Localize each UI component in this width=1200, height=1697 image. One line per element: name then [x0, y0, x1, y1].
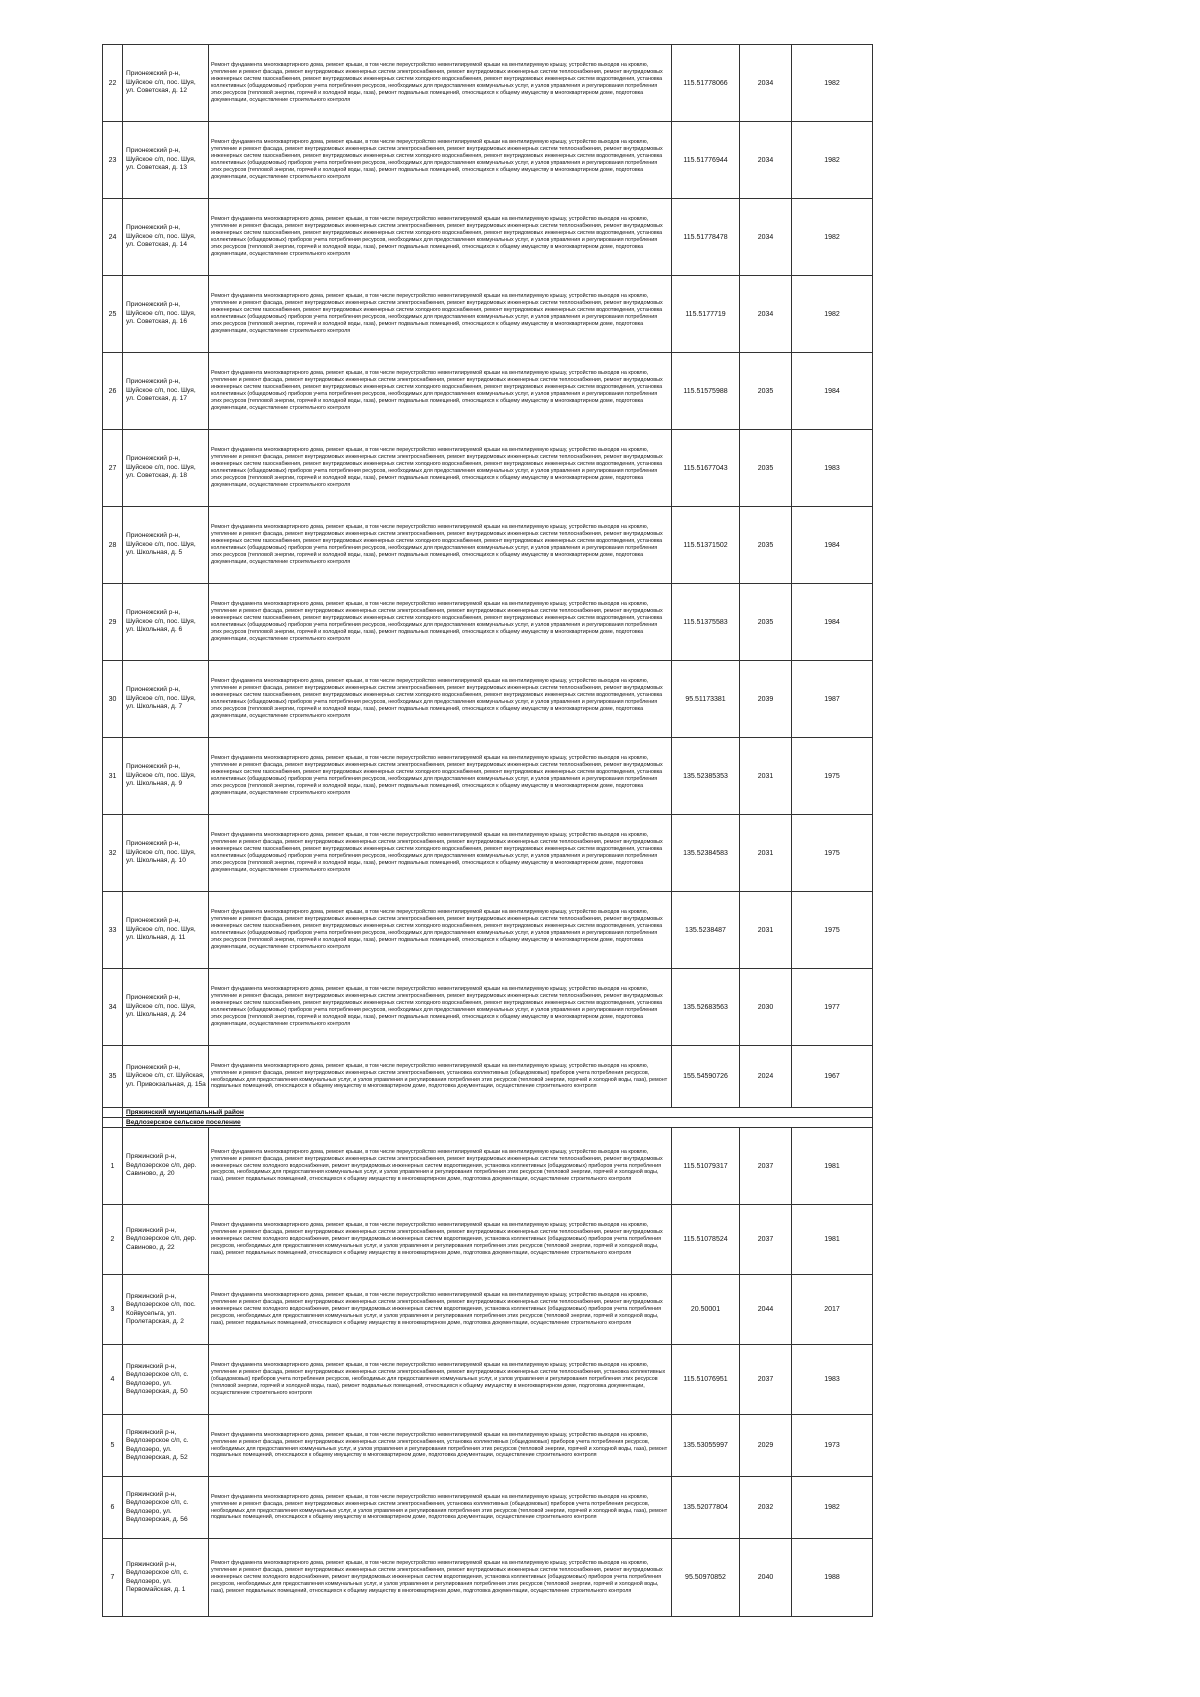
table-row: [103, 1415, 873, 1477]
construction-year: 1988: [792, 1539, 873, 1617]
construction-year: 1984: [792, 584, 873, 661]
repair-works: Ремонт фундамента многоквартирного дома, ремонт крыши, в том числе переустройство невентилируемой крыши на вентилируемую крышу, устройство выходов на кровлю, утепление и ремонт фасада, ремонт внутридомовых инженерных систем электроснабжения, установка коллективных (общедомовых) приборов учета потребления ресурсов, необходимых для предоставления коммунальных услуг, и узлов управления и регулирования потребления этих ресурсов (тепловой энергии, горячей и холодной воды, газа), ремонт подвальных помещений, относящихся к общему имуществу в многоквартирном доме, подготовка документации, осуществление строительного контроля: [209, 1477, 672, 1539]
house-address: Прионежский р-н, Шуйское с/п, пос. Шуя, ул. Школьная, д. 9: [123, 738, 209, 815]
construction-year: 1982: [792, 276, 873, 353]
repair-works: Ремонт фундамента многоквартирного дома, ремонт крыши, в том числе переустройство невентилируемой крыши на вентилируемую крышу, устройство выходов на кровлю, утепление и ремонт фасада, ремонт внутридомовых инженерных систем электроснабжения, ремонт внутридомовых инженерных систем теплоснабжения, ремонт внутридомовых инженерных систем холодного водоснабжения, ремонт внутридомовых инженерных систем водоотведения, установка коллективных (общедомовых) приборов учета потребления ресурсов, необходимых для предоставления коммунальных услуг, и узлов управления и регулирования потребления этих ресурсов (тепловой энергии, горячей и холодной воды, газа), ремонт подвальных помещений, относящихся к общему имуществу в многоквартирном доме, подготовка документации, осуществление строительного контроля: [209, 1128, 672, 1205]
table-row: [103, 892, 873, 969]
planned-year: 2037: [740, 1128, 792, 1205]
house-address: Прионежский р-н, Шуйское с/п, пос. Шуя, ул. Советская, д. 13: [123, 122, 209, 199]
construction-year: 2017: [792, 1275, 873, 1345]
repair-cost: 115.51078524: [672, 1205, 740, 1275]
repair-works: Ремонт фундамента многоквартирного дома, ремонт крыши, в том числе переустройство невентилируемой крыши на вентилируемую крышу, устройство выходов на кровлю, утепление и ремонт фасада, ремонт внутридомовых инженерных систем электроснабжения, ремонт внутридомовых инженерных систем теплоснабжения, ремонт внутридомовых инженерных систем газоснабжения, ремонт внутридомовых инженерных систем холодного водоснабжения, ремонт внутридомовых инженерных систем водоотведения, установка коллективных (общедомовых) приборов учета потребления ресурсов, необходимых для предоставления коммунальных услуг, и узлов управления и регулирования потребления этих ресурсов (тепловой энергии, горячей и холодной воды, газа), ремонт подвальных помещений, относящихся к общему имуществу в многоквартирном доме, подготовка документации, осуществление строительного контроля: [209, 122, 672, 199]
house-address: Прионежский р-н, Шуйское с/п, пос. Шуя, ул. Школьная, д. 10: [123, 815, 209, 892]
construction-year: 1975: [792, 892, 873, 969]
row-number: 28: [103, 507, 123, 584]
house-address: Прионежский р-н, Шуйское с/п, пос. Шуя, ул. Школьная, д. 7: [123, 661, 209, 738]
repair-cost: 115.51375583: [672, 584, 740, 661]
planned-year: 2035: [740, 353, 792, 430]
construction-year: 1967: [792, 1046, 873, 1108]
repair-works: Ремонт фундамента многоквартирного дома, ремонт крыши, в том числе переустройство невентилируемой крыши на вентилируемую крышу, устройство выходов на кровлю, утепление и ремонт фасада, ремонт внутридомовых инженерных систем электроснабжения, ремонт внутридомовых инженерных систем теплоснабжения, ремонт внутридомовых инженерных систем газоснабжения, ремонт внутридомовых инженерных систем холодного водоснабжения, ремонт внутридомовых инженерных систем водоотведения, установка коллективных (общедомовых) приборов учета потребления ресурсов, необходимых для предоставления коммунальных услуг, и узлов управления и регулирования потребления этих ресурсов (тепловой энергии, горячей и холодной воды, газа), ремонт подвальных помещений, относящихся к общему имуществу в многоквартирном доме, подготовка документации, осуществление строительного контроля: [209, 507, 672, 584]
house-address: Прионежский р-н, Шуйское с/п, пос. Шуя, ул. Школьная, д. 6: [123, 584, 209, 661]
house-address: Прионежский р-н, Шуйское с/п, пос. Шуя, ул. Советская, д. 18: [123, 430, 209, 507]
planned-year: 2031: [740, 738, 792, 815]
table-row: [103, 1128, 873, 1205]
row-number: 5: [103, 1415, 123, 1477]
repair-works: Ремонт фундамента многоквартирного дома, ремонт крыши, в том числе переустройство невентилируемой крыши на вентилируемую крышу, устройство выходов на кровлю, утепление и ремонт фасада, ремонт внутридомовых инженерных систем электроснабжения, ремонт внутридомовых инженерных систем теплоснабжения, ремонт внутридомовых инженерных систем газоснабжения, ремонт внутридомовых инженерных систем холодного водоснабжения, ремонт внутридомовых инженерных систем водоотведения, установка коллективных (общедомовых) приборов учета потребления ресурсов, необходимых для предоставления коммунальных услуг, и узлов управления и регулирования потребления этих ресурсов (тепловой энергии, горячей и холодной воды, газа), ремонт подвальных помещений, относящихся к общему имуществу в многоквартирном доме, подготовка документации, осуществление строительного контроля: [209, 276, 672, 353]
section-header-label: Пряжинский муниципальный район: [123, 1108, 873, 1118]
repair-cost: 135.52683563: [672, 969, 740, 1046]
table-row: [103, 430, 873, 507]
planned-year: 2040: [740, 1539, 792, 1617]
construction-year: 1975: [792, 738, 873, 815]
repair-works: Ремонт фундамента многоквартирного дома, ремонт крыши, в том числе переустройство невентилируемой крыши на вентилируемую крышу, устройство выходов на кровлю, утепление и ремонт фасада, ремонт внутридомовых инженерных систем электроснабжения, установка коллективных (общедомовых) приборов учета потребления ресурсов, необходимых для предоставления коммунальных услуг, и узлов управления и регулирования потребления этих ресурсов (тепловой энергии, горячей и холодной воды, газа), ремонт подвальных помещений, относящихся к общему имуществу в многоквартирном доме, подготовка документации, осуществление строительного контроля: [209, 1046, 672, 1108]
house-address: Прионежский р-н, Шуйское с/п, пос. Шуя, ул. Школьная, д. 5: [123, 507, 209, 584]
construction-year: 1981: [792, 1205, 873, 1275]
repair-works: Ремонт фундамента многоквартирного дома, ремонт крыши, в том числе переустройство невентилируемой крыши на вентилируемую крышу, устройство выходов на кровлю, утепление и ремонт фасада, ремонт внутридомовых инженерных систем электроснабжения, ремонт внутридомовых инженерных систем теплоснабжения, ремонт внутридомовых инженерных систем холодного водоснабжения, ремонт внутридомовых инженерных систем водоотведения, установка коллективных (общедомовых) приборов учета потребления ресурсов, необходимых для предоставления коммунальных услуг, и узлов управления и регулирования потребления этих ресурсов (тепловой энергии, горячей и холодной воды, газа), ремонт подвальных помещений, относящихся к общему имуществу в многоквартирном доме, подготовка документации, осуществление строительного контроля: [209, 1275, 672, 1345]
table-row: [103, 661, 873, 738]
repair-cost: 115.51677043: [672, 430, 740, 507]
row-number: 4: [103, 1345, 123, 1415]
planned-year: 2035: [740, 507, 792, 584]
row-number: 26: [103, 353, 123, 430]
capital-repair-table: [102, 44, 873, 1617]
repair-works: Ремонт фундамента многоквартирного дома, ремонт крыши, в том числе переустройство невентилируемой крыши на вентилируемую крышу, устройство выходов на кровлю, утепление и ремонт фасада, ремонт внутридомовых инженерных систем электроснабжения, ремонт внутридомовых инженерных систем теплоснабжения, ремонт внутридомовых инженерных систем газоснабжения, ремонт внутридомовых инженерных систем холодного водоснабжения, ремонт внутридомовых инженерных систем водоотведения, установка коллективных (общедомовых) приборов учета потребления ресурсов, необходимых для предоставления коммунальных услуг, и узлов управления и регулирования потребления этих ресурсов (тепловой энергии, горячей и холодной воды, газа), ремонт подвальных помещений, относящихся к общему имуществу в многоквартирном доме, подготовка документации, осуществление строительного контроля: [209, 738, 672, 815]
table-row: [103, 969, 873, 1046]
house-address: Пряжинский р-н, Ведлозерское с/п, с. Ведлозеро, ул. Ведлозерская, д. 50: [123, 1345, 209, 1415]
row-number: 7: [103, 1539, 123, 1617]
table-row: [103, 507, 873, 584]
construction-year: 1983: [792, 430, 873, 507]
repair-works: Ремонт фундамента многоквартирного дома, ремонт крыши, в том числе переустройство невентилируемой крыши на вентилируемую крышу, устройство выходов на кровлю, утепление и ремонт фасада, ремонт внутридомовых инженерных систем электроснабжения, установка коллективных (общедомовых) приборов учета потребления ресурсов, необходимых для предоставления коммунальных услуг, и узлов управления и регулирования потребления этих ресурсов (тепловой энергии, горячей и холодной воды, газа), ремонт подвальных помещений, относящихся к общему имуществу в многоквартирном доме, подготовка документации, осуществление строительного контроля: [209, 1415, 672, 1477]
planned-year: 2037: [740, 1345, 792, 1415]
construction-year: 1983: [792, 1345, 873, 1415]
repair-works: Ремонт фундамента многоквартирного дома, ремонт крыши, в том числе переустройство невентилируемой крыши на вентилируемую крышу, устройство выходов на кровлю, утепление и ремонт фасада, ремонт внутридомовых инженерных систем электроснабжения, ремонт внутридомовых инженерных систем теплоснабжения, ремонт внутридомовых инженерных систем холодного водоснабжения, ремонт внутридомовых инженерных систем водоотведения, установка коллективных (общедомовых) приборов учета потребления ресурсов, необходимых для предоставления коммунальных услуг, и узлов управления и регулирования потребления этих ресурсов (тепловой энергии, горячей и холодной воды, газа), ремонт подвальных помещений, относящихся к общему имуществу в многоквартирном доме, подготовка документации, осуществление строительного контроля: [209, 1539, 672, 1617]
repair-cost: 95.51173381: [672, 661, 740, 738]
planned-year: 2037: [740, 1205, 792, 1275]
repair-cost: 135.52384583: [672, 815, 740, 892]
repair-works: Ремонт фундамента многоквартирного дома, ремонт крыши, в том числе переустройство невентилируемой крыши на вентилируемую крышу, устройство выходов на кровлю, утепление и ремонт фасада, ремонт внутридомовых инженерных систем электроснабжения, ремонт внутридомовых инженерных систем теплоснабжения, ремонт внутридомовых инженерных систем газоснабжения, ремонт внутридомовых инженерных систем холодного водоснабжения, ремонт внутридомовых инженерных систем водоотведения, установка коллективных (общедомовых) приборов учета потребления ресурсов, необходимых для предоставления коммунальных услуг, и узлов управления и регулирования потребления этих ресурсов (тепловой энергии, горячей и холодной воды, газа), ремонт подвальных помещений, относящихся к общему имуществу в многоквартирном доме, подготовка документации, осуществление строительного контроля: [209, 892, 672, 969]
repair-cost: 20.50001: [672, 1275, 740, 1345]
repair-works: Ремонт фундамента многоквартирного дома, ремонт крыши, в том числе переустройство невентилируемой крыши на вентилируемую крышу, устройство выходов на кровлю, утепление и ремонт фасада, ремонт внутридомовых инженерных систем электроснабжения, ремонт внутридомовых инженерных систем теплоснабжения, ремонт внутридомовых инженерных систем холодного водоснабжения, ремонт внутридомовых инженерных систем водоотведения, установка коллективных (общедомовых) приборов учета потребления ресурсов, необходимых для предоставления коммунальных услуг, и узлов управления и регулирования потребления этих ресурсов (тепловой энергии, горячей и холодной воды, газа), ремонт подвальных помещений, относящихся к общему имуществу в многоквартирном доме, подготовка документации, осуществление строительного контроля: [209, 1205, 672, 1275]
row-number: 24: [103, 199, 123, 276]
repair-works: Ремонт фундамента многоквартирного дома, ремонт крыши, в том числе переустройство невентилируемой крыши на вентилируемую крышу, устройство выходов на кровлю, утепление и ремонт фасада, ремонт внутридомовых инженерных систем электроснабжения, ремонт внутридомовых инженерных систем теплоснабжения, ремонт внутридомовых инженерных систем газоснабжения, ремонт внутридомовых инженерных систем холодного водоснабжения, ремонт внутридомовых инженерных систем водоотведения, установка коллективных (общедомовых) приборов учета потребления ресурсов, необходимых для предоставления коммунальных услуг, и узлов управления и регулирования потребления этих ресурсов (тепловой энергии, горячей и холодной воды, газа), ремонт подвальных помещений, относящихся к общему имуществу в многоквартирном доме, подготовка документации, осуществление строительного контроля: [209, 815, 672, 892]
repair-works: Ремонт фундамента многоквартирного дома, ремонт крыши, в том числе переустройство невентилируемой крыши на вентилируемую крышу, устройство выходов на кровлю, утепление и ремонт фасада, ремонт внутридомовых инженерных систем электроснабжения, ремонт внутридомовых инженерных систем теплоснабжения, ремонт внутридомовых инженерных систем газоснабжения, ремонт внутридомовых инженерных систем холодного водоснабжения, ремонт внутридомовых инженерных систем водоотведения, установка коллективных (общедомовых) приборов учета потребления ресурсов, необходимых для предоставления коммунальных услуг, и узлов управления и регулирования потребления этих ресурсов (тепловой энергии, горячей и холодной воды, газа), ремонт подвальных помещений, относящихся к общему имуществу в многоквартирном доме, подготовка документации, осуществление строительного контроля: [209, 199, 672, 276]
planned-year: 2029: [740, 1415, 792, 1477]
row-number: 3: [103, 1275, 123, 1345]
repair-cost: 115.51776944: [672, 122, 740, 199]
table-row: [103, 276, 873, 353]
table-row: [103, 584, 873, 661]
construction-year: 1987: [792, 661, 873, 738]
row-number: 33: [103, 892, 123, 969]
table-row: [103, 1046, 873, 1108]
planned-year: 2030: [740, 969, 792, 1046]
section-header-spacer: [103, 1118, 123, 1128]
table-row: [103, 1275, 873, 1345]
section-header-row: [103, 1118, 873, 1128]
construction-year: 1984: [792, 353, 873, 430]
row-number: 1: [103, 1128, 123, 1205]
row-number: 6: [103, 1477, 123, 1539]
table-body: [103, 45, 873, 1617]
table-row: [103, 353, 873, 430]
planned-year: 2031: [740, 815, 792, 892]
repair-cost: 115.51371502: [672, 507, 740, 584]
repair-cost: 95.50970852: [672, 1539, 740, 1617]
planned-year: 2035: [740, 584, 792, 661]
house-address: Прионежский р-н, Шуйское с/п, пос. Шуя, ул. Школьная, д. 11: [123, 892, 209, 969]
row-number: 2: [103, 1205, 123, 1275]
repair-cost: 135.52385353: [672, 738, 740, 815]
planned-year: 2044: [740, 1275, 792, 1345]
row-number: 30: [103, 661, 123, 738]
planned-year: 2034: [740, 199, 792, 276]
table-row: [103, 199, 873, 276]
row-number: 29: [103, 584, 123, 661]
house-address: Пряжинский р-н, Ведлозерское с/п, с. Ведлозеро, ул. Ведлозерская, д. 56: [123, 1477, 209, 1539]
table-row: [103, 815, 873, 892]
house-address: Прионежский р-н, Шуйское с/п, пос. Шуя, ул. Советская, д. 16: [123, 276, 209, 353]
planned-year: 2034: [740, 45, 792, 122]
repair-works: Ремонт фундамента многоквартирного дома, ремонт крыши, в том числе переустройство невентилируемой крыши на вентилируемую крышу, устройство выходов на кровлю, утепление и ремонт фасада, ремонт внутридомовых инженерных систем электроснабжения, ремонт внутридомовых инженерных систем теплоснабжения, ремонт внутридомовых инженерных систем газоснабжения, ремонт внутридомовых инженерных систем холодного водоснабжения, ремонт внутридомовых инженерных систем водоотведения, установка коллективных (общедомовых) приборов учета потребления ресурсов, необходимых для предоставления коммунальных услуг, и узлов управления и регулирования потребления этих ресурсов (тепловой энергии, горячей и холодной воды, газа), ремонт подвальных помещений, относящихся к общему имуществу в многоквартирном доме, подготовка документации, осуществление строительного контроля: [209, 430, 672, 507]
row-number: 34: [103, 969, 123, 1046]
house-address: Прионежский р-н, Шуйское с/п, пос. Шуя, ул. Советская, д. 17: [123, 353, 209, 430]
row-number: 35: [103, 1046, 123, 1108]
house-address: Прионежский р-н, Шуйское с/п, пос. Шуя, ул. Советская, д. 14: [123, 199, 209, 276]
row-number: 23: [103, 122, 123, 199]
row-number: 27: [103, 430, 123, 507]
construction-year: 1984: [792, 507, 873, 584]
repair-works: Ремонт фундамента многоквартирного дома, ремонт крыши, в том числе переустройство невентилируемой крыши на вентилируемую крышу, устройство выходов на кровлю, утепление и ремонт фасада, ремонт внутридомовых инженерных систем электроснабжения, ремонт внутридомовых инженерных систем теплоснабжения, установка коллективных (общедомовых) приборов учета потребления ресурсов, необходимых для предоставления коммунальных услуг, и узлов управления и регулирования потребления этих ресурсов (тепловой энергии, горячей и холодной воды, газа), ремонт подвальных помещений, относящихся к общему имуществу в многоквартирном доме, подготовка документации, осуществление строительного контроля: [209, 1345, 672, 1415]
construction-year: 1981: [792, 1128, 873, 1205]
construction-year: 1982: [792, 199, 873, 276]
repair-cost: 115.51076951: [672, 1345, 740, 1415]
table-row: [103, 45, 873, 122]
planned-year: 2024: [740, 1046, 792, 1108]
house-address: Пряжинский р-н, Ведлозерское с/п, дер. Савиново, д. 22: [123, 1205, 209, 1275]
section-header-label: Ведлозерское сельское поселение: [123, 1118, 873, 1128]
house-address: Прионежский р-н, Шуйское с/п, пос. Шуя, ул. Советская, д. 12: [123, 45, 209, 122]
repair-works: Ремонт фундамента многоквартирного дома, ремонт крыши, в том числе переустройство невентилируемой крыши на вентилируемую крышу, устройство выходов на кровлю, утепление и ремонт фасада, ремонт внутридомовых инженерных систем электроснабжения, ремонт внутридомовых инженерных систем теплоснабжения, ремонт внутридомовых инженерных систем газоснабжения, ремонт внутридомовых инженерных систем холодного водоснабжения, ремонт внутридомовых инженерных систем водоотведения, установка коллективных (общедомовых) приборов учета потребления ресурсов, необходимых для предоставления коммунальных услуг, и узлов управления и регулирования потребления этих ресурсов (тепловой энергии, горячей и холодной воды, газа), ремонт подвальных помещений, относящихся к общему имуществу в многоквартирном доме, подготовка документации, осуществление строительного контроля: [209, 353, 672, 430]
repair-cost: 115.51575988: [672, 353, 740, 430]
house-address: Пряжинский р-н, Ведлозерское с/п, с. Ведлозеро, ул. Первомайская, д. 1: [123, 1539, 209, 1617]
construction-year: 1982: [792, 1477, 873, 1539]
table-row: [103, 738, 873, 815]
repair-works: Ремонт фундамента многоквартирного дома, ремонт крыши, в том числе переустройство невентилируемой крыши на вентилируемую крышу, устройство выходов на кровлю, утепление и ремонт фасада, ремонт внутридомовых инженерных систем электроснабжения, ремонт внутридомовых инженерных систем теплоснабжения, ремонт внутридомовых инженерных систем газоснабжения, ремонт внутридомовых инженерных систем холодного водоснабжения, ремонт внутридомовых инженерных систем водоотведения, установка коллективных (общедомовых) приборов учета потребления ресурсов, необходимых для предоставления коммунальных услуг, и узлов управления и регулирования потребления этих ресурсов (тепловой энергии, горячей и холодной воды, газа), ремонт подвальных помещений, относящихся к общему имуществу в многоквартирном доме, подготовка документации, осуществление строительного контроля: [209, 584, 672, 661]
construction-year: 1982: [792, 45, 873, 122]
section-header-spacer: [103, 1108, 123, 1118]
house-address: Пряжинский р-н, Ведлозерское с/п, дер. Савиново, д. 20: [123, 1128, 209, 1205]
repair-works: Ремонт фундамента многоквартирного дома, ремонт крыши, в том числе переустройство невентилируемой крыши на вентилируемую крышу, устройство выходов на кровлю, утепление и ремонт фасада, ремонт внутридомовых инженерных систем электроснабжения, ремонт внутридомовых инженерных систем теплоснабжения, ремонт внутридомовых инженерных систем газоснабжения, ремонт внутридомовых инженерных систем холодного водоснабжения, ремонт внутридомовых инженерных систем водоотведения, установка коллективных (общедомовых) приборов учета потребления ресурсов, необходимых для предоставления коммунальных услуг, и узлов управления и регулирования потребления этих ресурсов (тепловой энергии, горячей и холодной воды, газа), ремонт подвальных помещений, относящихся к общему имуществу в многоквартирном доме, подготовка документации, осуществление строительного контроля: [209, 661, 672, 738]
repair-cost: 115.51778066: [672, 45, 740, 122]
row-number: 22: [103, 45, 123, 122]
repair-cost: 115.51778478: [672, 199, 740, 276]
construction-year: 1975: [792, 815, 873, 892]
construction-year: 1977: [792, 969, 873, 1046]
planned-year: 2031: [740, 892, 792, 969]
repair-cost: 115.5177719: [672, 276, 740, 353]
repair-cost: 135.52077804: [672, 1477, 740, 1539]
house-address: Пряжинский р-н, Ведлозерское с/п, пос. Койвусельга, ул. Пролетарская, д. 2: [123, 1275, 209, 1345]
row-number: 25: [103, 276, 123, 353]
table-row: [103, 1539, 873, 1617]
construction-year: 1982: [792, 122, 873, 199]
row-number: 31: [103, 738, 123, 815]
table-row: [103, 122, 873, 199]
repair-works: Ремонт фундамента многоквартирного дома, ремонт крыши, в том числе переустройство невентилируемой крыши на вентилируемую крышу, устройство выходов на кровлю, утепление и ремонт фасада, ремонт внутридомовых инженерных систем электроснабжения, ремонт внутридомовых инженерных систем теплоснабжения, ремонт внутридомовых инженерных систем газоснабжения, ремонт внутридомовых инженерных систем холодного водоснабжения, ремонт внутридомовых инженерных систем водоотведения, установка коллективных (общедомовых) приборов учета потребления ресурсов, необходимых для предоставления коммунальных услуг, и узлов управления и регулирования потребления этих ресурсов (тепловой энергии, горячей и холодной воды, газа), ремонт подвальных помещений, относящихся к общему имуществу в многоквартирном доме, подготовка документации, осуществление строительного контроля: [209, 969, 672, 1046]
construction-year: 1973: [792, 1415, 873, 1477]
planned-year: 2034: [740, 276, 792, 353]
document-sheet: [102, 44, 872, 1617]
planned-year: 2032: [740, 1477, 792, 1539]
repair-works: Ремонт фундамента многоквартирного дома, ремонт крыши, в том числе переустройство невентилируемой крыши на вентилируемую крышу, устройство выходов на кровлю, утепление и ремонт фасада, ремонт внутридомовых инженерных систем электроснабжения, ремонт внутридомовых инженерных систем теплоснабжения, ремонт внутридомовых инженерных систем газоснабжения, ремонт внутридомовых инженерных систем холодного водоснабжения, ремонт внутридомовых инженерных систем водоотведения, установка коллективных (общедомовых) приборов учета потребления ресурсов, необходимых для предоставления коммунальных услуг, и узлов управления и регулирования потребления этих ресурсов (тепловой энергии, горячей и холодной воды, газа), ремонт подвальных помещений, относящихся к общему имуществу в многоквартирном доме, подготовка документации, осуществление строительного контроля: [209, 45, 672, 122]
planned-year: 2039: [740, 661, 792, 738]
house-address: Прионежский р-н, Шуйское с/п, ст. Шуйская, ул. Привокзальная, д. 15а: [123, 1046, 209, 1108]
planned-year: 2034: [740, 122, 792, 199]
section-header-row: [103, 1108, 873, 1118]
table-row: [103, 1205, 873, 1275]
repair-cost: 155.54590726: [672, 1046, 740, 1108]
repair-cost: 135.53055997: [672, 1415, 740, 1477]
repair-cost: 115.51079317: [672, 1128, 740, 1205]
repair-cost: 135.5238487: [672, 892, 740, 969]
row-number: 32: [103, 815, 123, 892]
table-row: [103, 1345, 873, 1415]
house-address: Прионежский р-н, Шуйское с/п, пос. Шуя, ул. Школьная, д. 24: [123, 969, 209, 1046]
house-address: Пряжинский р-н, Ведлозерское с/п, с. Ведлозеро, ул. Ведлозерская, д. 52: [123, 1415, 209, 1477]
planned-year: 2035: [740, 430, 792, 507]
table-row: [103, 1477, 873, 1539]
